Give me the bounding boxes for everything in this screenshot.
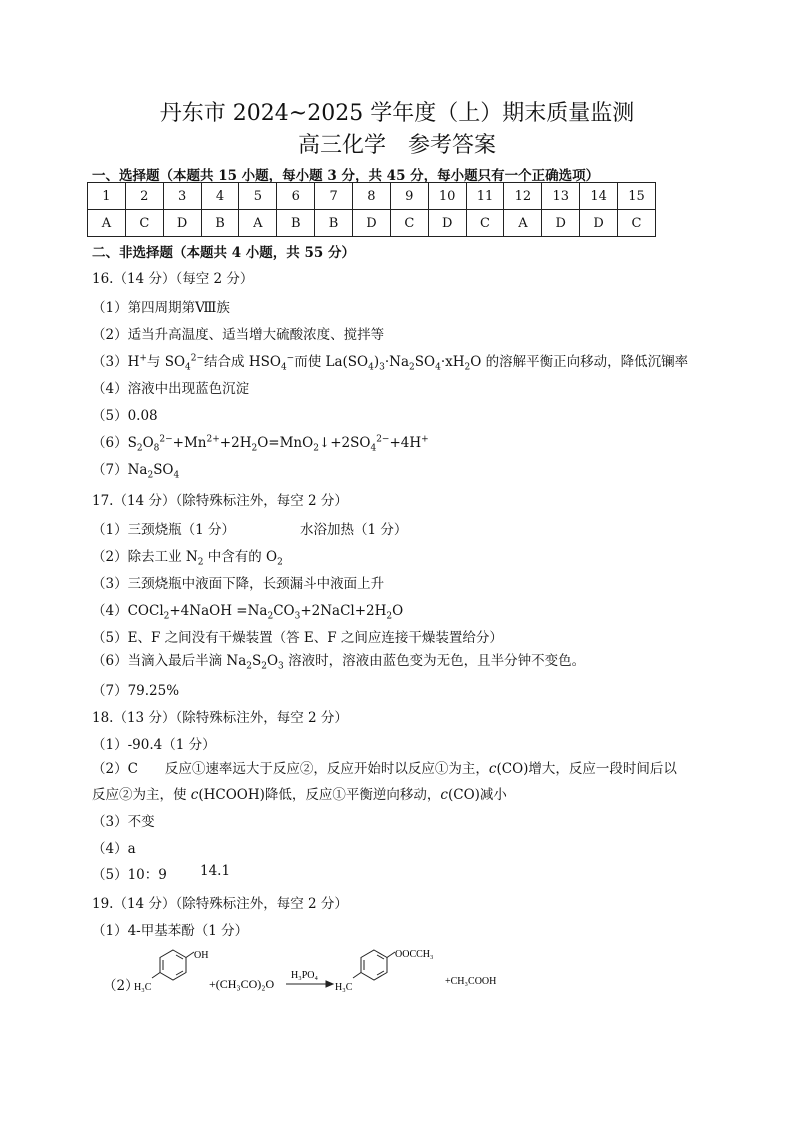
- q17-answer-7: （7）79.25%: [92, 683, 180, 699]
- answer-cell: C: [390, 210, 428, 237]
- question-number-cell: 12: [504, 183, 542, 210]
- answer-cell: B: [201, 210, 239, 237]
- q17-answer-3: （3）三颈烧瓶中液面下降，长颈漏斗中液面上升: [92, 576, 385, 592]
- q19-answer-1: （1）4-甲基苯酚（1 分）: [92, 923, 249, 939]
- answer-cell: D: [163, 210, 201, 237]
- q17-header: 17.（14 分）（除特殊标注外，每空 2 分）: [92, 493, 348, 509]
- q16-answer-4: （4）溶液中出现蓝色沉淀: [92, 381, 250, 397]
- q18-answer-2-line2: 反应②为主，使 c(HCOOH)降低，反应①平衡逆向移动，c(CO)减小: [92, 787, 507, 803]
- q18-answer-5b: 14.1: [200, 863, 231, 879]
- q16-header: 16.（14 分）（每空 2 分）: [92, 271, 254, 287]
- question-number-cell: 5: [239, 183, 277, 210]
- question-number-cell: 6: [277, 183, 315, 210]
- q17-answer-6: （6）当滴入最后半滴 $Na_2S_2O_3$ 溶液时，溶液由蓝色变为无色，且半分钟不变色。: [92, 653, 586, 672]
- answer-table-number-row: [88, 183, 656, 210]
- question-number-cell: 15: [618, 183, 656, 210]
- q17-answer-4: （4）COCl$_2$+4NaOH $=Na_2CO_3+2NaCl+2H_2O$: [92, 603, 404, 622]
- q17-answer-5: （5）E、F 之间没有干燥装置（答 E、F 之间应连接干燥装置给分）: [92, 630, 503, 646]
- section1-heading: 一、选择题（本题共 15 小题，每小题 3 分，共 45 分，每小题只有一个正确选项）: [92, 168, 600, 184]
- reaction-arrow: [286, 981, 333, 987]
- q16-answer-6: $(6)S_2O_8^{2-}+Mn^{2+}+2H_2O=MnO_2↓+2SO_4^{2-}+4H^+$: [92, 434, 429, 454]
- q16-answer-1: （1）第四周期第Ⅷ族: [92, 300, 230, 316]
- methyl-label-reactant: H₃C: [134, 982, 152, 993]
- q19-reaction-equation: [0, 942, 794, 1002]
- question-number-cell: 11: [466, 183, 504, 210]
- question-number-cell: 2: [125, 183, 163, 210]
- catalyst-label: H₃PO₄: [291, 970, 318, 981]
- oh-group-label: OH: [194, 950, 209, 961]
- answer-cell: D: [353, 210, 391, 237]
- question-number-cell: 9: [390, 183, 428, 210]
- acetic-anhydride-label: +(CH₃CO)₂O: [209, 977, 275, 991]
- q17-answer-1b: 水浴加热（1 分）: [300, 522, 408, 538]
- q16-answer-7: $(7)Na_2SO_4$: [92, 462, 180, 481]
- question-number-cell: 13: [542, 183, 580, 210]
- q18-answer-2-line1: （2）C 反应①速率远大于反应②，反应开始时以反应①为主，c(CO)增大，反应一段时间后以: [92, 761, 677, 777]
- q18-answer-4: （4）a: [92, 841, 136, 857]
- q19-answer-2-label: （2）: [103, 978, 139, 994]
- answer-cell: D: [580, 210, 618, 237]
- section2-heading: 二、非选择题（本题共 4 小题，共 55 分）: [92, 245, 355, 261]
- question-number-cell: 14: [580, 183, 618, 210]
- answer-cell: A: [504, 210, 542, 237]
- q17-answer-1a: （1）三颈烧瓶（1 分）: [92, 522, 235, 538]
- answer-cell: A: [239, 210, 277, 237]
- answer-table-answer-row: [88, 210, 656, 237]
- answer-cell: D: [428, 210, 466, 237]
- document-subtitle: 高三化学 参考答案: [297, 133, 496, 158]
- answer-cell: B: [315, 210, 353, 237]
- answer-cell: C: [618, 210, 656, 237]
- answer-cell: C: [466, 210, 504, 237]
- question-number-cell: 4: [201, 183, 239, 210]
- question-number-cell: 7: [315, 183, 353, 210]
- document-title: 丹东市 2024~2025 学年度（上）期末质量监测: [159, 101, 635, 126]
- answer-cell: D: [542, 210, 580, 237]
- question-number-cell: 8: [353, 183, 391, 210]
- q18-answer-1: （1）-90.4（1 分）: [92, 737, 216, 753]
- benzene-ring-reactant: [152, 950, 194, 980]
- methyl-label-product: H₃C: [335, 982, 353, 993]
- benzene-ring-product: [353, 950, 395, 980]
- q18-header: 18.（13 分）（除特殊标注外，每空 2 分）: [92, 710, 348, 726]
- q19-header: 19.（14 分）（除特殊标注外，每空 2 分）: [92, 896, 348, 912]
- question-number-cell: 10: [428, 183, 466, 210]
- answer-cell: C: [125, 210, 163, 237]
- q16-answer-2: （2）适当升高温度、适当增大硫酸浓度、搅拌等: [92, 327, 385, 343]
- question-number-cell: 1: [88, 183, 126, 210]
- q18-answer-3: （3）不变: [92, 814, 155, 830]
- acetoxy-label: OOCCH₃: [395, 949, 434, 960]
- q16-answer-5: （5）0.08: [92, 408, 158, 424]
- question-number-cell: 3: [163, 183, 201, 210]
- acetic-acid-label: +CH₃COOH: [445, 976, 497, 987]
- q17-answer-2: （2）除去工业 $N_2$ 中含有的 $O_2$: [92, 549, 283, 568]
- q18-answer-5a: （5）10：9: [92, 867, 167, 883]
- reaction-structures: [0, 942, 794, 1002]
- answer-table: [87, 182, 656, 237]
- answer-cell: A: [88, 210, 126, 237]
- answer-cell: B: [277, 210, 315, 237]
- q16-answer-3: （3）H+与 $SO_4^{2-}$结合成 $HSO_4^-$而使 $La(SO_4)_3\cdot Na_2SO_4\cdot xH_2O$ 的溶解平衡正向移动，降低沉镧率: [92, 353, 689, 373]
